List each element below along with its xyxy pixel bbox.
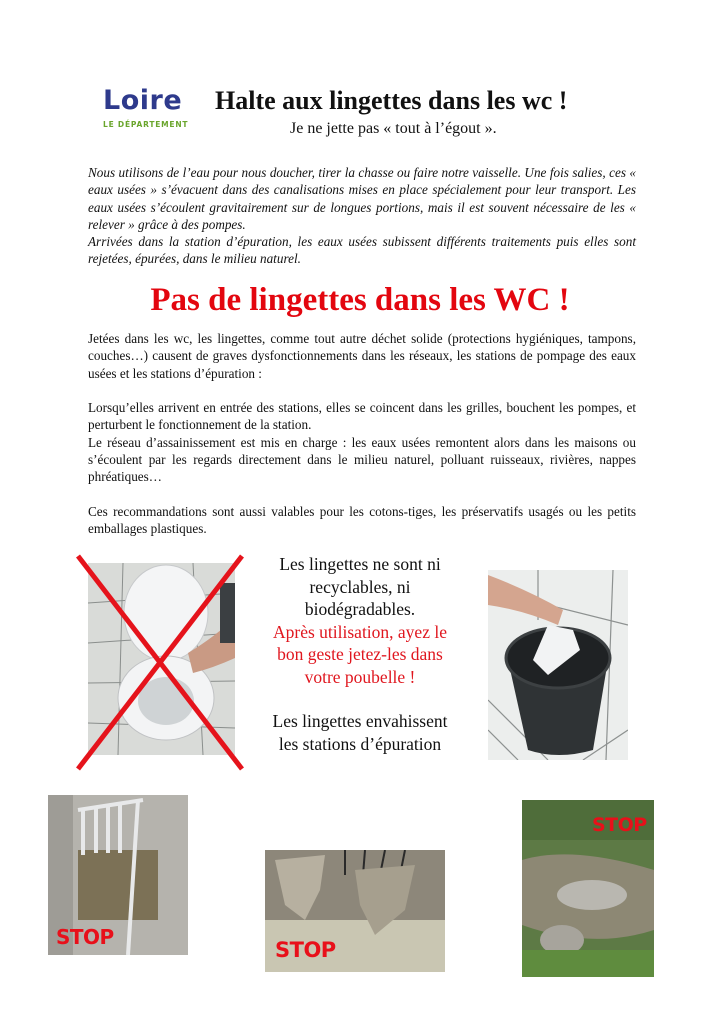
main-text <box>88 330 636 538</box>
intro-paragraph: Arrivées dans la station d’épuration, les eaux usées subissent différents traitements puis elles sont rejetées, épurées, dans le milieu naturel. <box>88 234 636 267</box>
body-paragraph: Lorsqu’elles arrivent en entrée des stations, elles se coincent dans les grilles, bouchent les pompes, et perturbent le fonctionnement de la station. <box>88 400 636 433</box>
body-paragraph: Ces recommandations sont aussi valables pour les cotons-tiges, les préservatifs usagés ou les petits emballages plastiques. <box>88 503 636 537</box>
screen-clogged-photo <box>48 795 188 955</box>
callout-black-1: Les lingettes ne sont ni recyclables, ni biodégradables. <box>279 554 441 619</box>
intro-text <box>88 164 636 268</box>
callout-black-2: Les lingettes envahissent les stations d’épuration <box>272 711 448 754</box>
page-subtitle: Je ne jette pas « tout à l’égout ». <box>290 120 497 137</box>
prohibited-cross-icon <box>72 550 248 775</box>
page-title: Halte aux lingettes dans les wc ! <box>215 86 568 115</box>
main-heading: Pas de lingettes dans les WC ! <box>150 282 570 318</box>
bin-photo <box>488 570 628 760</box>
logo-subtitle: LE DÉPARTEMENT <box>103 120 189 129</box>
callout-red: Après utilisation, ayez le bon geste jetez-les dans votre poubelle ! <box>273 621 447 687</box>
callout-text <box>262 553 458 755</box>
stop-label: STOP <box>56 925 114 949</box>
stop-label: STOP <box>275 938 336 962</box>
trash-bin-icon <box>488 570 628 760</box>
stop-label: STOP <box>592 814 647 836</box>
sewage-wipes-photo <box>265 850 445 972</box>
intro-paragraph: Nous utilisons de l’eau pour nous doucher, tirer la chasse ou faire notre vaisselle. Une fois salies, ces « eaux usées » s’évacuent dans des canalisations mises en place spécialement pour leur transport. Les eaux usées s’écoulent gravitairement sur de longues portions, mais il est souvent nécessaire de les « relever » grâce à des pompes. <box>88 165 636 232</box>
body-paragraph: Le réseau d’assainissement est mis en charge : les eaux usées remontent alors dans les maisons ou s’écoulent par les regards directement dans le milieu naturel, polluant ruisseaux, rivières, nappes phréatiques… <box>88 434 636 485</box>
river-pollution-photo <box>522 800 654 977</box>
body-paragraph: Jetées dans les wc, les lingettes, comme tout autre déchet solide (protections hygiéniques, tampons, couches…) causent de graves dysfonctionnements dans les réseaux, les stations de pompage des eaux usées et les stations d’épuration : <box>88 331 636 381</box>
loire-logo: Loire <box>103 85 183 116</box>
